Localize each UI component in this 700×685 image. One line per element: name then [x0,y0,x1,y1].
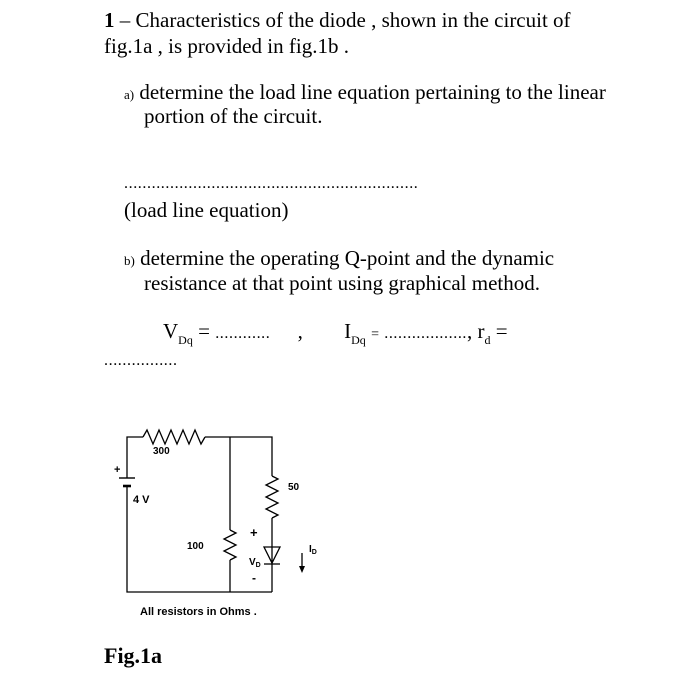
load-line-answer-blank: ................................................................ [124,175,419,192]
wire-left-top [127,437,143,470]
resistor-300 [143,430,205,444]
rd-equals: = [495,319,508,343]
rd-symbol: r [477,319,485,343]
source-label: 4 V [133,494,150,506]
idq-symbol: I [344,319,352,343]
idq-answer-blank: .................. [384,325,468,342]
part-b-text-1: determine the operating Q-point and the dynamic [140,246,555,270]
part-a-text-1: determine the load line equation pertaining to the linear [139,80,606,104]
load-line-label: (load line equation) [124,198,289,222]
part-b-label: b) [124,253,135,268]
vd-minus: - [252,571,256,585]
part-b-line-2: resistance at that point using graphical method. [144,271,540,295]
idq-subscript: Dq [351,333,366,347]
wire-top [205,437,272,476]
question-text-1: Characteristics of the diode , shown in the circuit of [135,8,571,32]
id-symbol: $I_D$ [309,544,317,556]
rd-answer-blank: ................ [104,352,178,369]
resistor-50 [266,476,278,518]
current-arrow-head [299,566,305,573]
part-a-label: a) [124,87,135,102]
idq-comma: , [467,319,473,343]
figure-label: Fig.1a [104,643,163,668]
resistor-100-label: 100 [187,541,204,552]
vdq-symbol: V [163,319,179,343]
vd-plus: + [250,525,258,540]
resistor-50-label: 50 [288,482,300,493]
resistor-100 [224,530,236,560]
circuit-caption: All resistors in Ohms . [140,606,257,618]
rd-subscript: d [484,333,491,347]
question-number: 1 [104,8,115,32]
resistor-300-label: 300 [153,446,170,457]
vd-symbol: $V_D$ [249,557,261,569]
vdq-answer-blank: ............ [215,325,271,342]
idq-equals: = [371,327,379,342]
question-dash: – [119,8,131,32]
part-a-line-2: portion of the circuit. [144,104,323,128]
vdq-equals: = [198,319,210,343]
source-plus: + [114,464,121,476]
separator-comma: , [297,319,303,343]
vdq-subscript: Dq [178,333,193,347]
question-line-2: fig.1a , is provided in fig.1b . [104,34,349,58]
circuit-wires [119,430,302,592]
